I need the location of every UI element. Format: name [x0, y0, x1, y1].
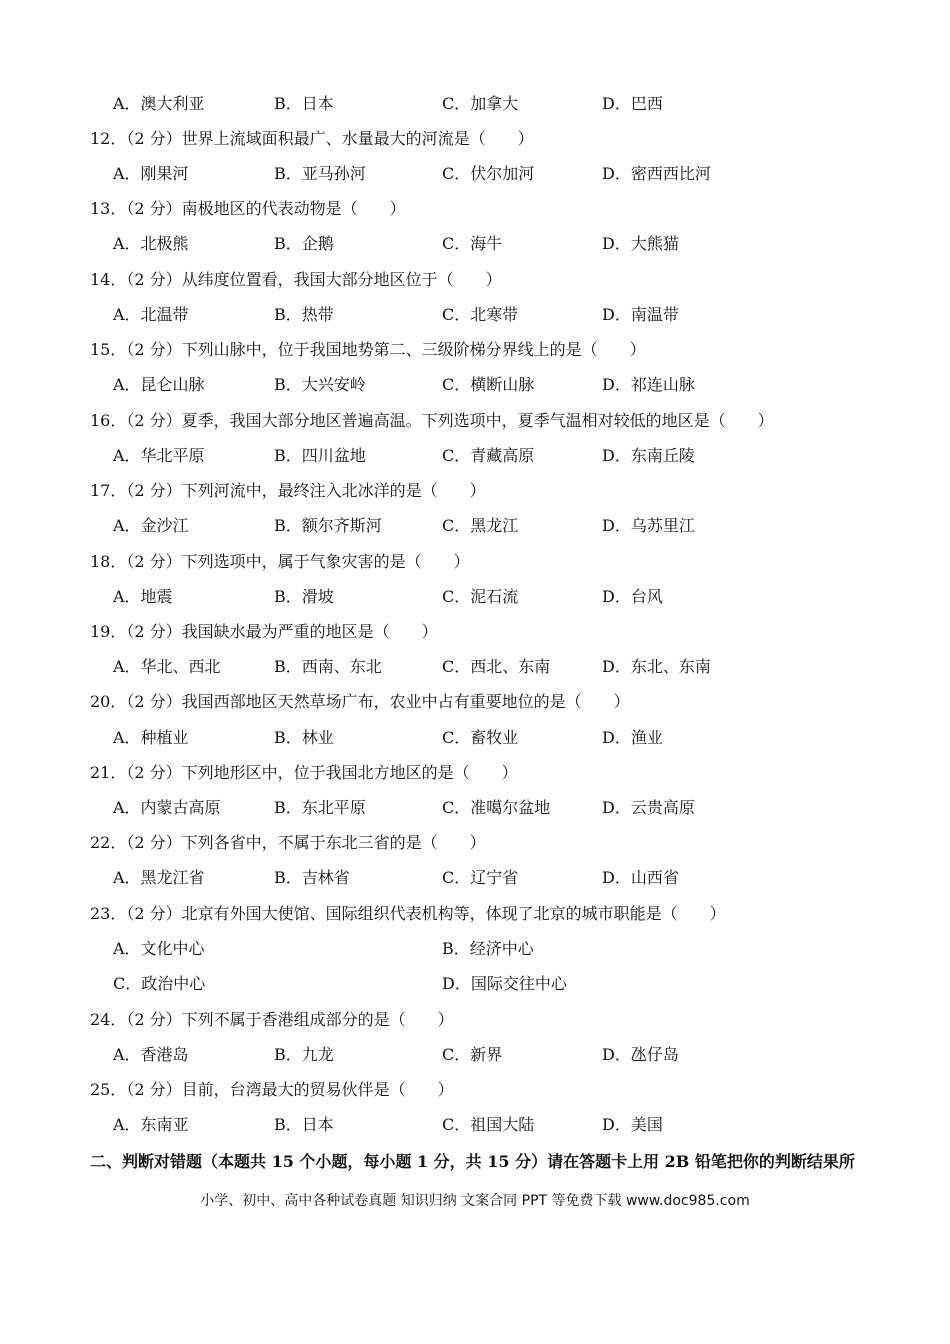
option-c: C．北寒带 — [442, 305, 519, 324]
option-c: C．泥石流 — [442, 587, 519, 606]
option-b: B．九龙 — [274, 1045, 334, 1064]
question-stem: 18．（2 分）下列选项中，属于气象灾害的是（ ） — [90, 552, 470, 571]
question-stem: 13．（2 分）南极地区的代表动物是（ ） — [90, 199, 406, 218]
option-b: B．日本 — [274, 94, 334, 113]
question-stem: 14．（2 分）从纬度位置看，我国大部分地区位于（ ） — [90, 270, 502, 289]
question-stem: 21．（2 分）下列地形区中，位于我国北方地区的是（ ） — [90, 763, 518, 782]
option-c: C．加拿大 — [442, 94, 519, 113]
option-b: B．滑坡 — [274, 587, 334, 606]
option-b: B．吉林省 — [274, 868, 350, 887]
question-stem: 23．（2 分）北京有外国大使馆、国际组织代表机构等，体现了北京的城市职能是（ ） — [90, 904, 726, 923]
option-d: D．巴西 — [602, 94, 663, 113]
option-a: A．东南亚 — [113, 1115, 189, 1134]
option-a: A．香港岛 — [113, 1045, 189, 1064]
option-a: A．刚果河 — [113, 164, 189, 183]
option-d: D．山西省 — [602, 868, 679, 887]
option-b: B．企鹅 — [274, 234, 334, 253]
option-d: D．东南丘陵 — [602, 446, 695, 465]
option-c: C．黑龙江 — [442, 516, 519, 535]
option-d: D．台风 — [602, 587, 663, 606]
option-c: C．新界 — [442, 1045, 503, 1064]
option-c: C．准噶尔盆地 — [442, 798, 551, 817]
option-c: C．政治中心 — [113, 974, 206, 993]
option-c: C．西北、东南 — [442, 657, 551, 676]
option-c: C．畜牧业 — [442, 728, 519, 747]
question-stem: 17．（2 分）下列河流中，最终注入北冰洋的是（ ） — [90, 481, 486, 500]
option-d: D．渔业 — [602, 728, 663, 747]
option-d: D．美国 — [602, 1115, 663, 1134]
option-d: D．大熊猫 — [602, 234, 679, 253]
option-c: C．海牛 — [442, 234, 503, 253]
option-d: D．乌苏里江 — [602, 516, 695, 535]
question-stem: 15．（2 分）下列山脉中，位于我国地势第二、三级阶梯分界线上的是（ ） — [90, 340, 646, 359]
section-heading: 二、判断对错题（本题共 15 个小题，每小题 1 分，共 15 分）请在答题卡上用 2B 铅笔把你的判断结果所 — [90, 1152, 855, 1171]
option-b: B．经济中心 — [442, 939, 534, 958]
option-c: C．祖国大陆 — [442, 1115, 535, 1134]
question-stem: 16．（2 分）夏季，我国大部分地区普遍高温。下列选项中，夏季气温相对较低的地区是（ ） — [90, 411, 774, 430]
page-footer: 小学、初中、高中各种试卷真题 知识归纳 文案合同 PPT 等免费下载 www.doc985.com — [200, 1193, 750, 1209]
option-a: A．金沙江 — [113, 516, 189, 535]
option-b: B．大兴安岭 — [274, 375, 366, 394]
option-a: A．地震 — [113, 587, 173, 606]
option-a: A．华北、西北 — [113, 657, 221, 676]
option-a: A．北温带 — [113, 305, 189, 324]
option-b: B．西南、东北 — [274, 657, 382, 676]
option-d: D．南温带 — [602, 305, 679, 324]
option-a: A．北极熊 — [113, 234, 189, 253]
option-a: A．澳大利亚 — [113, 94, 205, 113]
option-a: A．昆仑山脉 — [113, 375, 205, 394]
option-b: B．四川盆地 — [274, 446, 366, 465]
option-a: A．文化中心 — [113, 939, 205, 958]
option-d: D．祁连山脉 — [602, 375, 695, 394]
option-c: C．伏尔加河 — [442, 164, 535, 183]
question-stem: 12．（2 分）世界上流域面积最广、水量最大的河流是（ ） — [90, 129, 534, 148]
question-stem: 20．（2 分）我国西部地区天然草场广布，农业中占有重要地位的是（ ） — [90, 692, 630, 711]
option-c: C．横断山脉 — [442, 375, 535, 394]
option-b: B．日本 — [274, 1115, 334, 1134]
option-d: D．密西西比河 — [602, 164, 711, 183]
question-stem: 22．（2 分）下列各省中，不属于东北三省的是（ ） — [90, 833, 486, 852]
option-c: C．辽宁省 — [442, 868, 519, 887]
option-d: D．国际交往中心 — [442, 974, 567, 993]
option-b: B．热带 — [274, 305, 334, 324]
option-a: A．华北平原 — [113, 446, 205, 465]
option-d: D．东北、东南 — [602, 657, 711, 676]
option-d: D．云贵高原 — [602, 798, 695, 817]
option-b: B．林业 — [274, 728, 334, 747]
option-a: A．黑龙江省 — [113, 868, 205, 887]
option-d: D．氹仔岛 — [602, 1045, 679, 1064]
option-b: B．东北平原 — [274, 798, 366, 817]
question-stem: 25．（2 分）目前，台湾最大的贸易伙伴是（ ） — [90, 1080, 454, 1099]
question-stem: 24．（2 分）下列不属于香港组成部分的是（ ） — [90, 1010, 454, 1029]
option-b: B．亚马孙河 — [274, 164, 366, 183]
question-stem: 19．（2 分）我国缺水最为严重的地区是（ ） — [90, 622, 438, 641]
option-a: A．内蒙古高原 — [113, 798, 221, 817]
option-c: C．青藏高原 — [442, 446, 535, 465]
option-b: B．额尔齐斯河 — [274, 516, 382, 535]
option-a: A．种植业 — [113, 728, 189, 747]
